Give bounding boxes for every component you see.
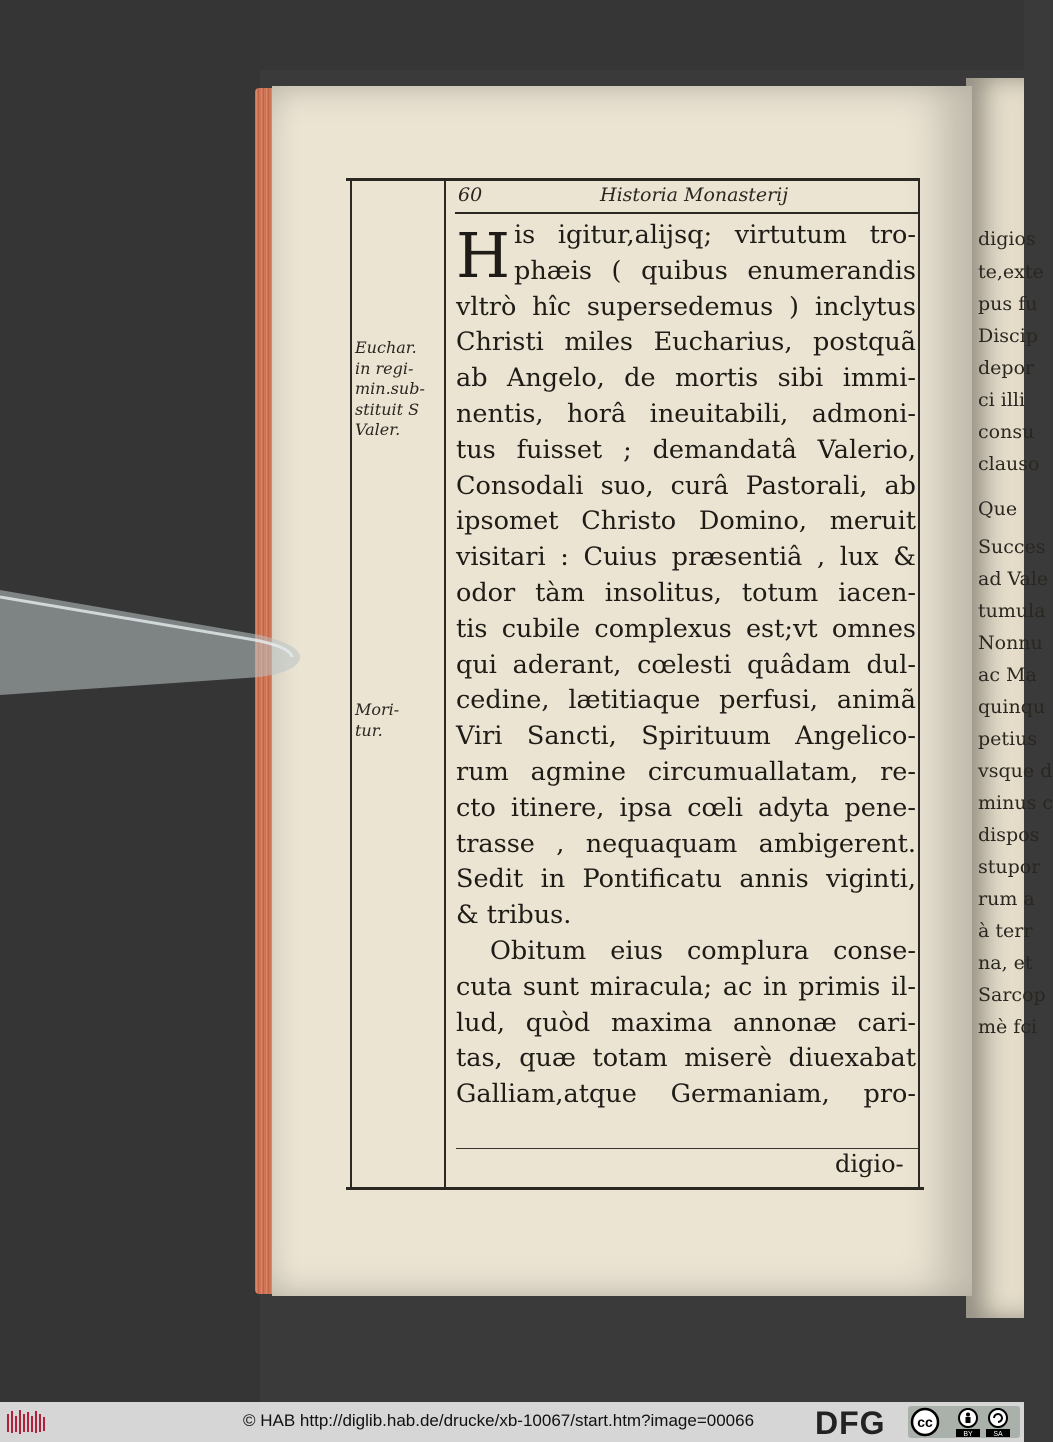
facing-page-fragment: clauso xyxy=(978,453,1040,475)
facing-page-fragment: Discip xyxy=(978,325,1038,347)
facing-page-fragment: te,exte xyxy=(978,261,1044,283)
text-line: tis cubile complexus est;vt omnes xyxy=(456,613,916,644)
text-line: trasse , nequaquam ambigerent. xyxy=(456,828,916,859)
main-text xyxy=(456,218,916,1113)
license-icons[interactable] xyxy=(908,1406,1020,1438)
facing-page-fragment: rum a xyxy=(978,888,1035,910)
facing-page-fragment: Succes xyxy=(978,536,1046,558)
facing-page-fragment: minus c xyxy=(978,792,1053,814)
facing-page xyxy=(966,78,1053,1318)
drop-capital: H xyxy=(456,219,511,292)
margin-note-line: stituit S xyxy=(355,399,420,419)
facing-page-fragment: stupor xyxy=(978,856,1041,878)
margin-note-line: Mori- xyxy=(355,700,400,719)
facing-page-fragment: mè fci xyxy=(978,1016,1038,1038)
text-line: Consodali suo, curâ Pastorali, ab xyxy=(456,470,916,501)
margin-inner-rule xyxy=(444,180,446,1188)
text-line: cuta sunt miracula; ac in primis il- xyxy=(456,971,916,1002)
text-line: is igitur,alijsq; virtutum tro- xyxy=(514,220,916,250)
frame-bottom-rule xyxy=(346,1187,924,1190)
margin-note-line: min.sub- xyxy=(355,379,425,398)
text-bottom-rule xyxy=(456,1148,918,1149)
facing-page-fragment: digios xyxy=(978,228,1036,250)
text-line: odor tàm insolitus, totum iacen- xyxy=(456,577,916,608)
text-line: lud, quòd maxima annonæ cari- xyxy=(456,1007,916,1038)
margin-note-line: in regi- xyxy=(355,358,414,378)
text-line: qui aderant, cœlesti quâdam dul- xyxy=(456,649,916,680)
text-line: Sedit in Pontificatu annis viginti, xyxy=(456,864,916,895)
facing-page-fragment: vsque d xyxy=(978,760,1053,782)
facing-page-fragment: ac Ma xyxy=(978,664,1037,686)
by-label: BY xyxy=(963,1431,973,1438)
facing-page-fragment: na, et xyxy=(978,952,1033,974)
frame-top-rule xyxy=(346,178,918,181)
frame-right-rule xyxy=(918,178,920,1188)
text-line: phæis ( quibus enumerandis xyxy=(514,255,916,286)
text-line: ab Angelo, de mortis sibi immi- xyxy=(456,363,916,394)
margin-outer-rule xyxy=(350,180,352,1188)
facing-page-fragment: à terr xyxy=(978,920,1033,942)
text-line: rum agmine circumuallatam, re- xyxy=(456,756,916,787)
text-line: Obitum eius complura conse- xyxy=(490,935,916,966)
facing-page-fragment: ci illi xyxy=(978,389,1026,411)
catchword: digio- xyxy=(835,1150,904,1178)
running-title: Historia Monasterij xyxy=(600,184,789,206)
text-line: cto itinere, ipsa cœli adyta pene- xyxy=(456,792,916,823)
facing-page-fragment: tumula xyxy=(978,600,1046,622)
facing-page-fragment: pus fu xyxy=(978,293,1038,315)
hab-logo-icon xyxy=(6,1408,46,1436)
text-line: & tribus. xyxy=(456,900,572,931)
text-line: Viri Sancti, Spirituum Angelico- xyxy=(456,721,916,752)
text-line: tas, quæ totam miserè diuexabat xyxy=(456,1043,916,1074)
margin-note-line: tur. xyxy=(355,720,383,740)
facing-page-fragment: Nonnu xyxy=(978,632,1043,654)
margin-note-death xyxy=(355,700,445,741)
text-line: tus fuisset ; demandatâ Valerio, xyxy=(456,434,916,465)
header-rule xyxy=(455,212,918,214)
facing-page-fragment: Que xyxy=(978,498,1018,520)
margin-note-line: Valer. xyxy=(355,420,401,439)
text-line: Galliam,atque Germaniam, pro- xyxy=(456,1079,916,1110)
text-line: ipsomet Christo Domino, meruit xyxy=(456,506,916,537)
facing-page-fragment: consu xyxy=(978,421,1035,443)
facing-page-fragment: ad Vale xyxy=(978,568,1049,590)
dfg-logo: DFG xyxy=(815,1405,886,1441)
facing-page-fragment: Sarcop xyxy=(978,984,1046,1006)
text-line: cedine, lætitiaque perfusi, animã xyxy=(456,685,916,716)
facing-page-fragment: quinqu xyxy=(978,696,1046,718)
margin-note-line: Euchar. xyxy=(355,338,417,357)
sa-icon xyxy=(989,1409,1007,1427)
text-line: nentis, horâ ineuitabili, admoni- xyxy=(456,398,916,429)
margin-note-succession xyxy=(355,338,445,441)
sa-label: SA xyxy=(993,1431,1003,1438)
text-line: visitari : Cuius præsentiâ , lux & xyxy=(456,542,916,573)
text-line: Christi miles Eucharius, postquã xyxy=(456,327,916,358)
facing-page-fragment: petius xyxy=(978,728,1038,750)
glass-clip-icon xyxy=(0,585,300,705)
text-line: vltrò hîc supersedemus ) inclytus xyxy=(456,291,916,322)
svg-text:cc: cc xyxy=(917,1414,933,1430)
facing-page-fragment: dispos xyxy=(978,824,1040,846)
page-number: 60 xyxy=(458,184,483,206)
facing-page-fragment: depor xyxy=(978,357,1035,379)
footer-credit-link[interactable]: © HAB http://diglib.hab.de/drucke/xb-10067/start.htm?image=00066 xyxy=(243,1411,755,1430)
